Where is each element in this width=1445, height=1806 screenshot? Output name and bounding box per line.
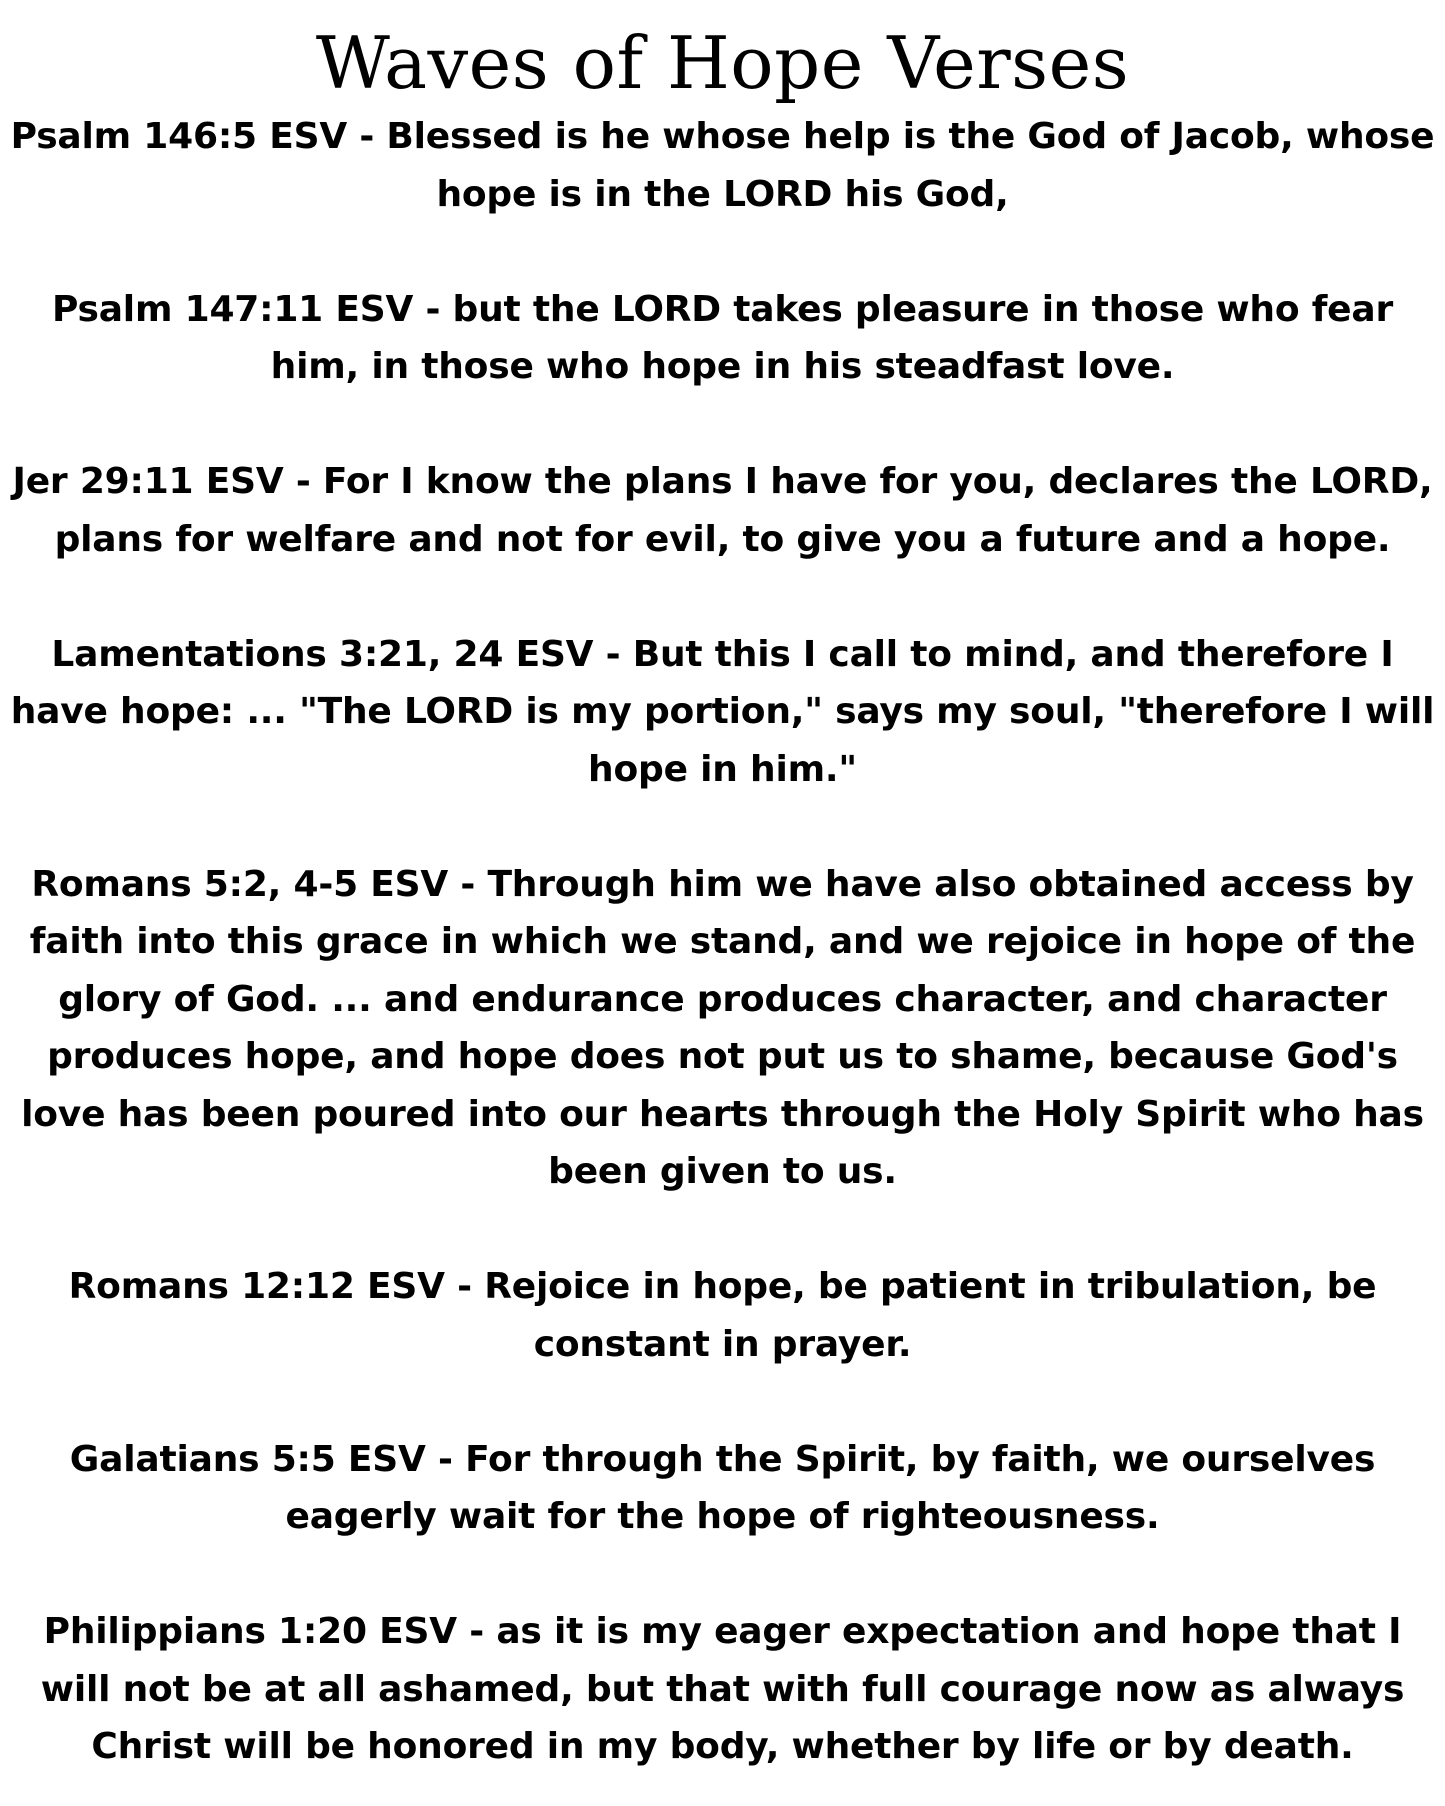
verse-philippians-1-20: Philippians 1:20 ESV - as it is my eager expectation and hope that I will not be at all ashamed, but that with full courage now as always Christ will be honored in my body, whether by life or by death. — [40, 1611, 1405, 1767]
verse-psalm-147-11: Psalm 147:11 ESV - but the LORD takes pleasure in those who fear him, in those who hope in his steadfast love. — [51, 288, 1394, 387]
verse-jeremiah-29-11: Jer 29:11 ESV - For I know the plans I have for you, declares the LORD, plans for welfare and not for evil, to give you a future and a hope. — [12, 461, 1433, 560]
verse-list — [4, 108, 1441, 1776]
verse-romans-12-12: Romans 12:12 ESV - Rejoice in hope, be patient in tribulation, be constant in prayer. — [68, 1266, 1377, 1365]
verse-galatians-5-5: Galatians 5:5 ESV - For through the Spirit, by faith, we ourselves eagerly wait for the hope of righteousness. — [69, 1438, 1376, 1537]
verse-romans-5-2-4-5: Romans 5:2, 4-5 ESV - Through him we have also obtained access by faith into this grace in which we stand, and we rejoice in hope of the glory of God. ... and endurance produces character, and character produces hope, and hope does not put us to shame, because God's love has been poured into our hearts through the Holy Spirit who has been given to us. — [21, 863, 1424, 1192]
page-title: Waves of Hope Verses — [315, 21, 1130, 105]
verse-psalm-146-5: Psalm 146:5 ESV - Blessed is he whose help is the God of Jacob, whose hope is in the LORD his God, — [10, 116, 1435, 215]
verse-lamentations-3-21-24: Lamentations 3:21, 24 ESV - But this I call to mind, and therefore I have hope: ... "The LORD is my portion," says my soul, "therefore I will hope in him." — [10, 633, 1435, 790]
